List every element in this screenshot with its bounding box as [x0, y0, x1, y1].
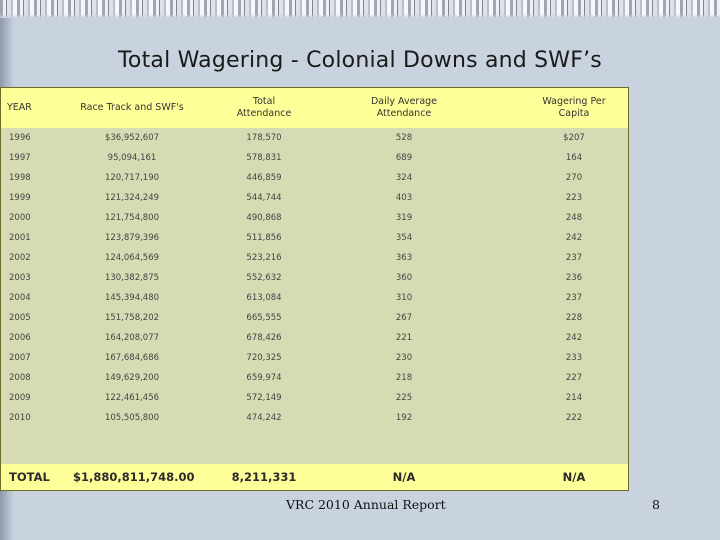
- table-row: [1, 248, 628, 268]
- header-daily-average: [351, 88, 457, 128]
- cell-year: 2009: [9, 393, 31, 403]
- cell-wagering: 124,064,569: [104, 253, 160, 263]
- table-row: [1, 128, 628, 148]
- cell-per-capita: 242: [565, 233, 583, 243]
- cell-year: 1998: [9, 173, 31, 183]
- table-row: [1, 348, 628, 368]
- total-attendance: 8,211,331: [231, 470, 297, 484]
- total-wagering: $1,880,811,748.00: [73, 470, 195, 484]
- cell-wagering: 121,754,800: [104, 213, 160, 223]
- table-row: [1, 288, 628, 308]
- cell-per-capita: 248: [565, 213, 583, 223]
- table-row: [1, 388, 628, 408]
- table-row: [1, 328, 628, 348]
- cell-year: 2002: [9, 253, 31, 263]
- cell-year: 1997: [9, 153, 31, 163]
- cell-per-capita: 242: [565, 333, 583, 343]
- cell-wagering: 151,758,202: [104, 313, 160, 323]
- cell-attendance: 178,570: [246, 133, 282, 143]
- cell-year: 2001: [9, 233, 31, 243]
- header-total-attendance-line1: Total: [252, 96, 276, 107]
- table-row: [1, 208, 628, 228]
- cell-per-capita: 236: [565, 273, 583, 283]
- cell-daily-average: 267: [395, 313, 413, 323]
- cell-daily-average: 225: [395, 393, 413, 403]
- total-daily-average: N/A: [392, 470, 416, 484]
- table-row: [1, 308, 628, 328]
- header-total-attendance-line2: Attendance: [236, 108, 292, 119]
- cell-daily-average: 363: [395, 253, 413, 263]
- cell-daily-average: 230: [395, 353, 413, 363]
- wagering-table: [0, 87, 629, 491]
- table-row: [1, 408, 628, 428]
- total-row: [1, 464, 628, 490]
- cell-attendance: 720,325: [246, 353, 282, 363]
- cell-wagering: 121,324,249: [104, 193, 160, 203]
- cell-wagering: 95,094,161: [107, 153, 157, 163]
- header-per-capita-line2: Capita: [558, 108, 590, 119]
- cell-wagering: 164,208,077: [104, 333, 160, 343]
- cell-wagering: 145,394,480: [104, 293, 160, 303]
- cell-attendance: 659,974: [246, 373, 282, 383]
- cell-per-capita: 223: [565, 193, 583, 203]
- cell-daily-average: 403: [395, 193, 413, 203]
- cell-daily-average: 354: [395, 233, 413, 243]
- table-row: [1, 368, 628, 388]
- cell-per-capita: 237: [565, 293, 583, 303]
- cell-year: 2010: [9, 413, 31, 423]
- cell-wagering: 167,684,686: [104, 353, 160, 363]
- cell-attendance: 613,084: [246, 293, 282, 303]
- cell-wagering: 130,382,875: [104, 273, 160, 283]
- cell-daily-average: 218: [395, 373, 413, 383]
- cell-year: 1996: [9, 133, 31, 143]
- cell-per-capita: 227: [565, 373, 583, 383]
- table-row: [1, 228, 628, 248]
- cell-daily-average: 689: [395, 153, 413, 163]
- cell-daily-average: 319: [395, 213, 413, 223]
- cell-year: 2004: [9, 293, 31, 303]
- table-row: [1, 148, 628, 168]
- cell-per-capita: 164: [565, 153, 583, 163]
- cell-per-capita: 214: [565, 393, 583, 403]
- cell-daily-average: 324: [395, 173, 413, 183]
- cell-daily-average: 360: [395, 273, 413, 283]
- cell-per-capita: 233: [565, 353, 583, 363]
- cell-attendance: 511,856: [246, 233, 282, 243]
- cell-attendance: 678,426: [246, 333, 282, 343]
- table-row: [1, 188, 628, 208]
- cell-year: 2006: [9, 333, 31, 343]
- cell-per-capita: $207: [563, 133, 585, 143]
- cell-per-capita: 222: [565, 413, 583, 423]
- header-daily-average-line1: Daily Average: [370, 96, 438, 107]
- cell-attendance: 523,216: [246, 253, 282, 263]
- cell-attendance: 490,868: [246, 213, 282, 223]
- header-daily-average-line2: Attendance: [376, 108, 432, 119]
- total-label: TOTAL: [9, 470, 50, 484]
- cell-attendance: 572,149: [246, 393, 282, 403]
- cell-wagering: 149,629,200: [104, 373, 160, 383]
- cell-year: 2000: [9, 213, 31, 223]
- cell-year: 2008: [9, 373, 31, 383]
- decorative-top-band: [0, 0, 720, 18]
- cell-attendance: 544,744: [246, 193, 282, 203]
- cell-daily-average: 221: [395, 333, 413, 343]
- header-year: YEAR: [7, 102, 32, 113]
- cell-per-capita: 270: [565, 173, 583, 183]
- cell-year: 2003: [9, 273, 31, 283]
- cell-year: 2005: [9, 313, 31, 323]
- footer-report-name: VRC 2010 Annual Report: [286, 497, 446, 512]
- header-total-attendance: [211, 88, 317, 128]
- cell-attendance: 552,632: [246, 273, 282, 283]
- header-per-capita-line1: Wagering Per: [542, 96, 606, 107]
- table-row: [1, 268, 628, 288]
- cell-daily-average: 528: [395, 133, 413, 143]
- table-row: [1, 168, 628, 188]
- cell-year: 1999: [9, 193, 31, 203]
- slide-title: Total Wagering - Colonial Downs and SWF’s: [118, 48, 602, 73]
- cell-attendance: 446,859: [246, 173, 282, 183]
- cell-wagering: 120,717,190: [104, 173, 160, 183]
- cell-attendance: 665,555: [246, 313, 282, 323]
- cell-wagering: 122,461,456: [104, 393, 160, 403]
- cell-attendance: 474,242: [246, 413, 282, 423]
- cell-per-capita: 228: [565, 313, 583, 323]
- total-per-capita: N/A: [562, 470, 586, 484]
- cell-daily-average: 192: [395, 413, 413, 423]
- cell-wagering: 105,505,800: [104, 413, 160, 423]
- cell-year: 2007: [9, 353, 31, 363]
- cell-wagering: 123,879,396: [104, 233, 160, 243]
- cell-wagering: $36,952,607: [104, 133, 160, 143]
- header-wagering-per-capita: [519, 88, 629, 128]
- header-wagering: Race Track and SWF's: [80, 102, 184, 113]
- cell-per-capita: 237: [565, 253, 583, 263]
- cell-daily-average: 310: [395, 293, 413, 303]
- table-body: [1, 128, 628, 464]
- page-number: 8: [652, 497, 660, 512]
- cell-attendance: 578,831: [246, 153, 282, 163]
